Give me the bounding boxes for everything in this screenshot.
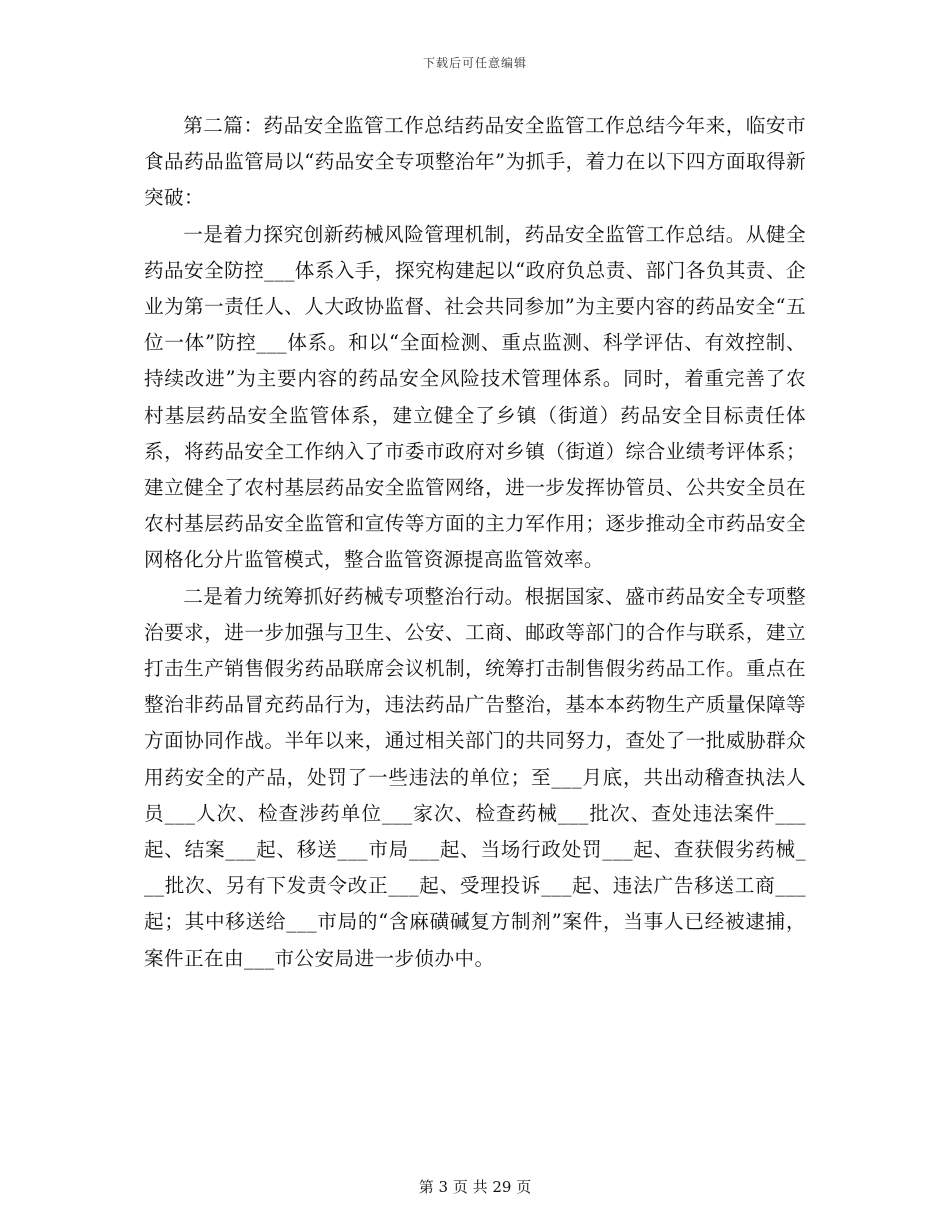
paragraph-special-rectification: 二是着力统筹抓好药械专项整治行动。根据国家、盛市药品安全专项整治要求，进一步加强与卫生、公安、工商、邮政等部门的合作与联系，建立打击生产销售假劣药品联席会议机制，统筹打击制售假劣药品工作。重点在整治非药品冒充药品行为，违法药品广告整治，基本本药物生产质量保障等方面协同作战。半年以来，通过相关部门的共同努力，查处了一批威胁群众用药安全的产品，处罚了一些违法的单位；至___月底，共出动稽查执法人员___人次、检查涉药单位___家次、检查药械___批次、查处违法案件___起、结案___起、移送___市局___起、当场行政处罚___起、查获假劣药械___批次、另有下发责令改正___起、受理投诉___起、违法广告移送工商___起；其中移送给___市局的“含麻磺碱复方制剂”案件，当事人已经被逮捕，案件正在由___市公安局进一步侦办中。 xyxy=(144,584,806,970)
page-number-footer: 第 3 页 共 29 页 xyxy=(418,1178,532,1196)
document-body xyxy=(144,108,806,977)
paragraph-risk-management: 一是着力探究创新药械风险管理机制，药品安全监管工作总结。从健全药品安全防控___体系入手，探究构建起以“政府负总责、部门各负其责、企业为第一责任人、人大政协监督、社会共同参加”为主要内容的药品安全“五位一体”防控___体系。和以“全面检测、重点监测、科学评估、有效控制、持续改进”为主要内容的药品安全风险技术管理体系。同时，着重完善了农村基层药品安全监管体系，建立健全了乡镇（街道）药品安全目标责任体系，将药品安全工作纳入了市委市政府对乡镇（街道）综合业绩考评体系；建立健全了农村基层药品安全监管网络，进一步发挥协管员、公共安全员在农村基层药品安全监管和宣传等方面的主力军作用；逐步推动全市药品安全网格化分片监管模式，整合监管资源提高监管效率。 xyxy=(144,222,806,572)
page-header-note: 下载后可任意编辑 xyxy=(422,56,527,70)
paragraph-intro: 第二篇：药品安全监管工作总结药品安全监管工作总结今年来，临安市食品药品监管局以“药品安全专项整治年”为抓手，着力在以下四方面取得新突破： xyxy=(144,114,806,210)
